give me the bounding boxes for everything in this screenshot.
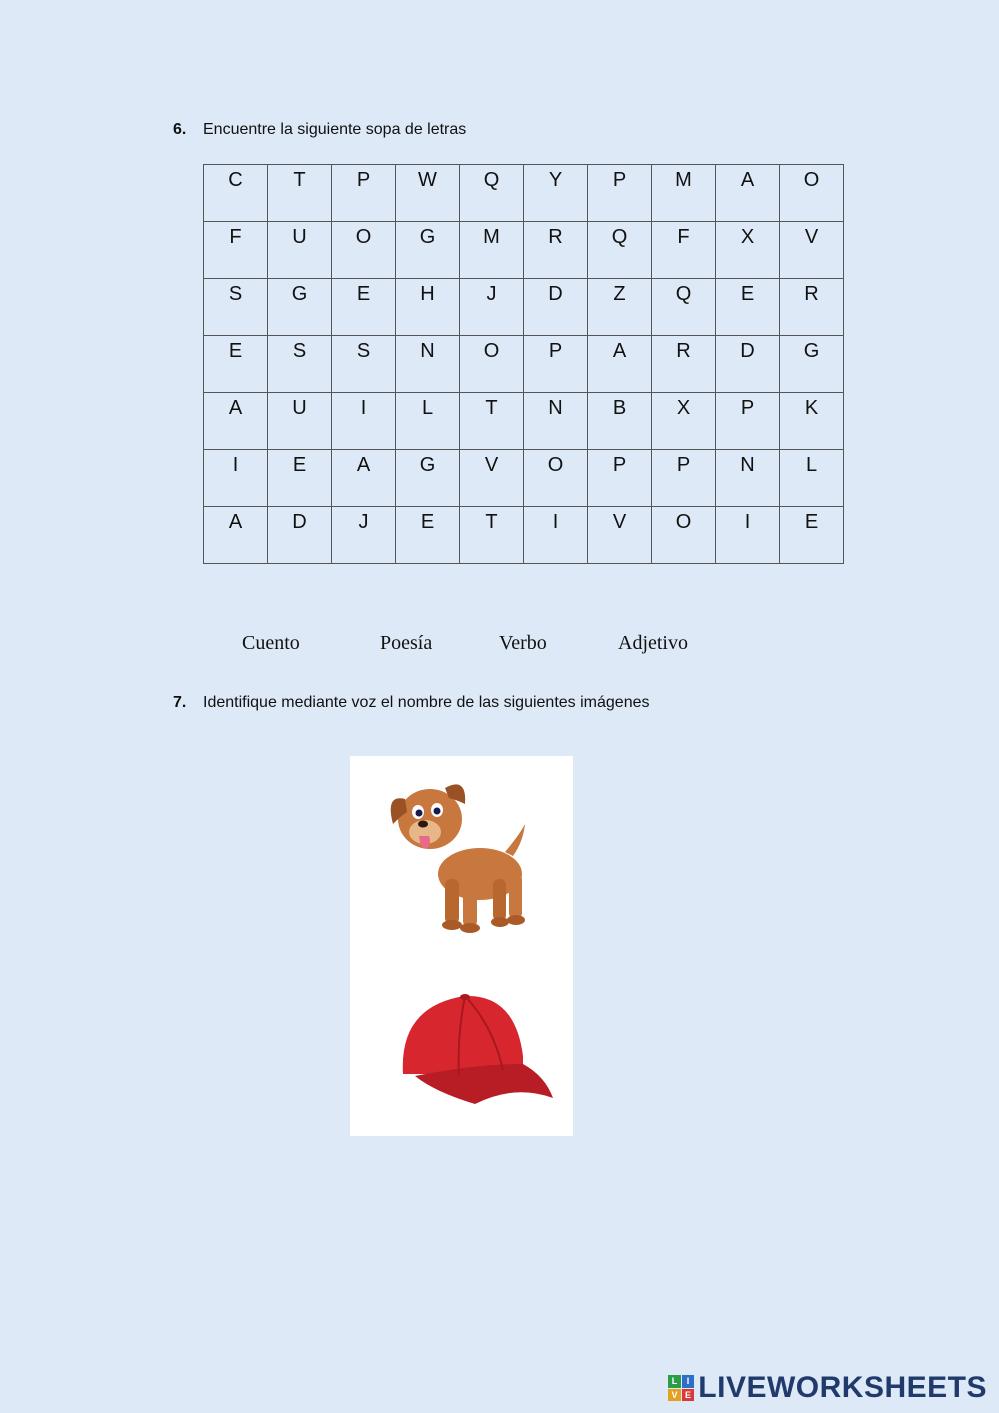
grid-cell: O xyxy=(780,165,844,222)
grid-cell: S xyxy=(332,336,396,393)
grid-cell: E xyxy=(204,336,268,393)
grid-cell: J xyxy=(332,507,396,564)
logo-letter: I xyxy=(682,1375,695,1388)
grid-cell: E xyxy=(332,279,396,336)
grid-cell: G xyxy=(268,279,332,336)
grid-cell: A xyxy=(588,336,652,393)
grid-cell: I xyxy=(524,507,588,564)
grid-row xyxy=(204,507,844,564)
grid-cell: S xyxy=(204,279,268,336)
brand-logo xyxy=(668,1371,987,1405)
grid-cell: D xyxy=(716,336,780,393)
question-7 xyxy=(173,693,650,713)
grid-cell: G xyxy=(396,450,460,507)
grid-cell: I xyxy=(204,450,268,507)
grid-cell: Q xyxy=(652,279,716,336)
grid-cell: M xyxy=(460,222,524,279)
grid-cell: A xyxy=(716,165,780,222)
grid-cell: F xyxy=(204,222,268,279)
grid-cell: A xyxy=(204,507,268,564)
cap-image xyxy=(395,986,555,1106)
grid-row xyxy=(204,450,844,507)
word-search-grid xyxy=(203,164,844,564)
grid-cell: V xyxy=(588,507,652,564)
grid-cell: B xyxy=(588,393,652,450)
grid-cell: L xyxy=(780,450,844,507)
image-panel xyxy=(350,756,573,1136)
grid-cell: A xyxy=(204,393,268,450)
word-item: Verbo xyxy=(499,632,547,654)
grid-row xyxy=(204,222,844,279)
grid-cell: E xyxy=(396,507,460,564)
grid-cell: P xyxy=(588,165,652,222)
grid-cell: I xyxy=(716,507,780,564)
grid-row xyxy=(204,336,844,393)
grid-cell: T xyxy=(460,393,524,450)
grid-cell: I xyxy=(332,393,396,450)
grid-cell: W xyxy=(396,165,460,222)
grid-cell: X xyxy=(652,393,716,450)
question-number: 7. xyxy=(173,694,187,711)
grid-cell: T xyxy=(268,165,332,222)
grid-cell: E xyxy=(780,507,844,564)
grid-cell: F xyxy=(652,222,716,279)
question-number: 6. xyxy=(173,121,187,138)
logo-letter: L xyxy=(668,1375,681,1388)
grid-row xyxy=(204,279,844,336)
grid-cell: P xyxy=(524,336,588,393)
word-item: Cuento xyxy=(242,632,300,654)
grid-cell: T xyxy=(460,507,524,564)
grid-cell: O xyxy=(652,507,716,564)
grid-cell: G xyxy=(396,222,460,279)
grid-cell: Q xyxy=(460,165,524,222)
grid-cell: U xyxy=(268,393,332,450)
grid-cell: D xyxy=(524,279,588,336)
grid-cell: P xyxy=(588,450,652,507)
word-item: Adjetivo xyxy=(618,632,688,654)
logo-letter: V xyxy=(668,1389,681,1402)
grid-cell: J xyxy=(460,279,524,336)
grid-cell: C xyxy=(204,165,268,222)
grid-row xyxy=(204,393,844,450)
grid-cell: E xyxy=(716,279,780,336)
grid-cell: E xyxy=(268,450,332,507)
grid-cell: N xyxy=(524,393,588,450)
grid-cell: M xyxy=(652,165,716,222)
grid-cell: O xyxy=(332,222,396,279)
grid-cell: K xyxy=(780,393,844,450)
grid-cell: N xyxy=(396,336,460,393)
question-6 xyxy=(173,120,466,140)
grid-cell: Z xyxy=(588,279,652,336)
grid-cell: V xyxy=(460,450,524,507)
question-text: Encuentre la siguiente sopa de letras xyxy=(203,121,467,138)
dog-image xyxy=(385,774,535,934)
grid-cell: O xyxy=(460,336,524,393)
grid-cell: N xyxy=(716,450,780,507)
grid-cell: O xyxy=(524,450,588,507)
grid-cell: L xyxy=(396,393,460,450)
brand-name: LIVEWORKSHEETS xyxy=(698,1371,987,1404)
grid-cell: H xyxy=(396,279,460,336)
grid-cell: D xyxy=(268,507,332,564)
grid-cell: R xyxy=(524,222,588,279)
grid-cell: Y xyxy=(524,165,588,222)
grid-cell: X xyxy=(716,222,780,279)
grid-cell: V xyxy=(780,222,844,279)
grid-cell: A xyxy=(332,450,396,507)
grid-cell: U xyxy=(268,222,332,279)
grid-cell: Q xyxy=(588,222,652,279)
grid-cell: S xyxy=(268,336,332,393)
question-text: Identifique mediante voz el nombre de las siguientes imágenes xyxy=(203,694,650,711)
logo-letter: E xyxy=(682,1389,695,1402)
brand-icon xyxy=(668,1375,694,1401)
grid-row xyxy=(204,165,844,222)
word-item: Poesía xyxy=(380,632,433,654)
grid-cell: G xyxy=(780,336,844,393)
grid-cell: P xyxy=(652,450,716,507)
grid-cell: R xyxy=(652,336,716,393)
grid-cell: P xyxy=(716,393,780,450)
grid-cell: R xyxy=(780,279,844,336)
grid-cell: P xyxy=(332,165,396,222)
